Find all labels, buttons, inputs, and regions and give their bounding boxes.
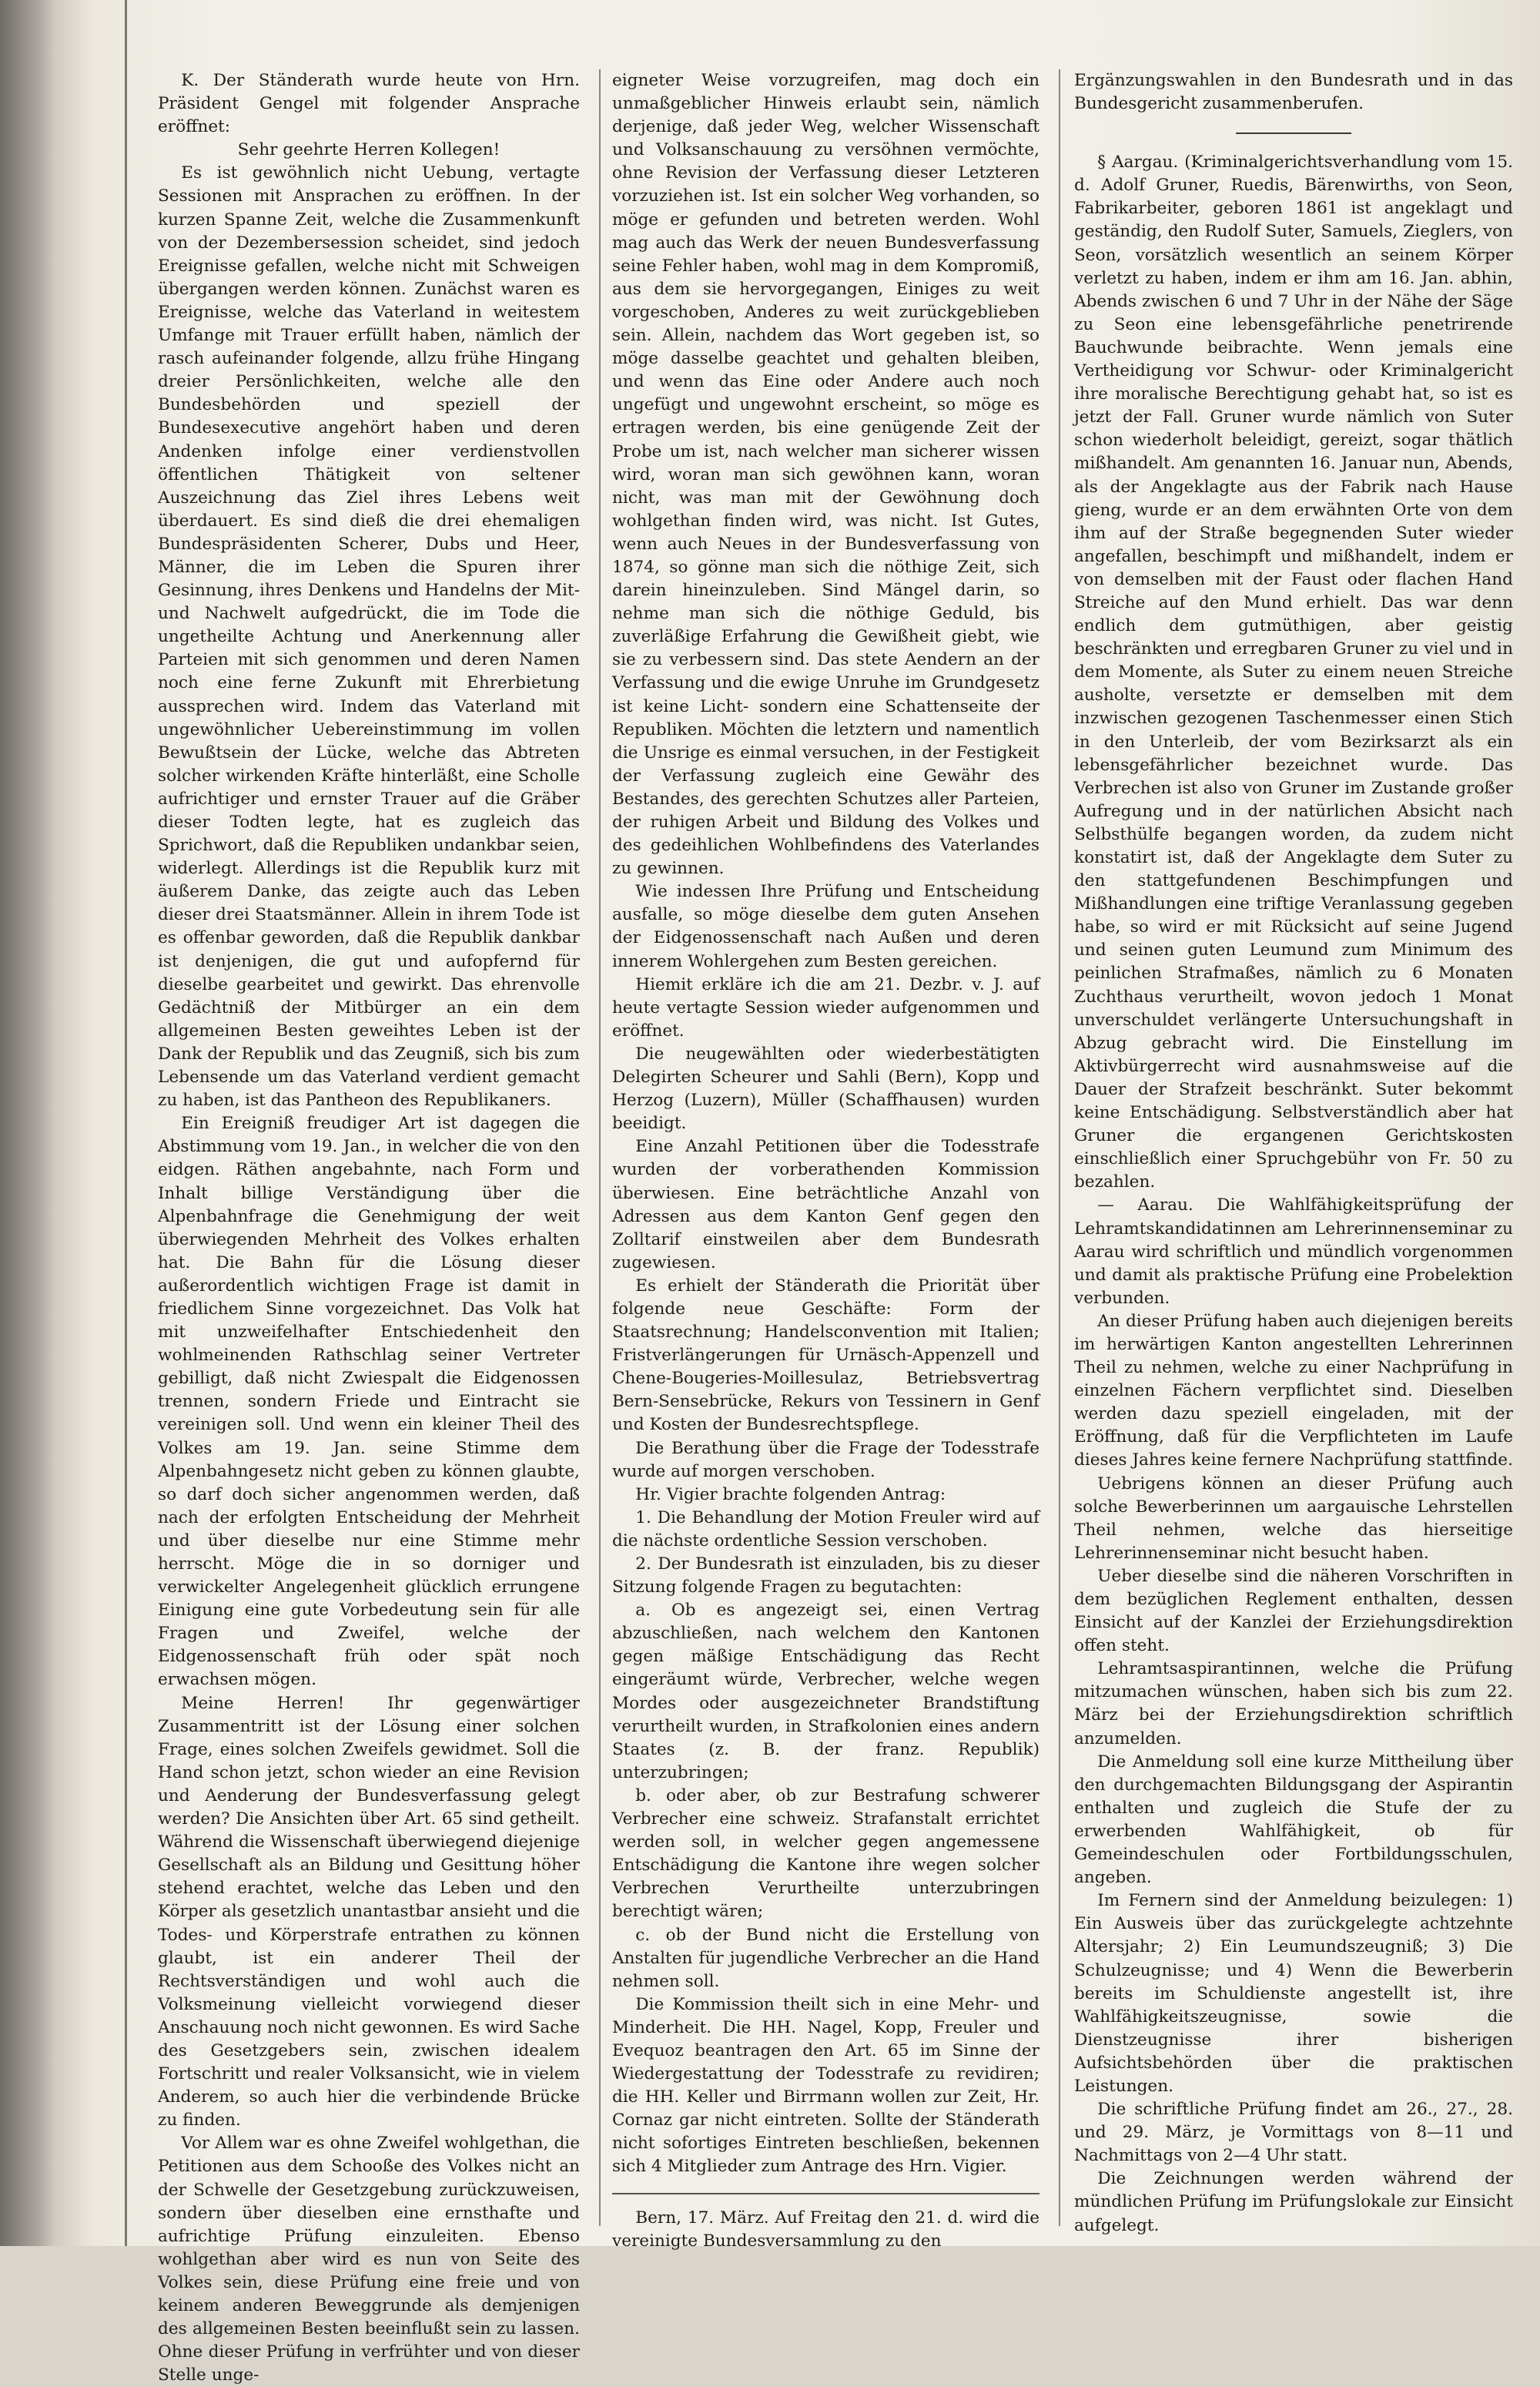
binding-edge-line xyxy=(125,0,127,2246)
column-middle xyxy=(612,69,1040,2251)
paragraph: Lehramtsaspirantinnen, welche die Prüfung mitzumachen wünschen, haben sich bis zum 22. März bei der Erziehungsdirektion schriftlich anzumelden. xyxy=(1074,1659,1513,1748)
staenderath-intro: K. Der Ständerath wurde heute von Hrn. Präsident Gengel mit folgender Ansprache eröffnet: xyxy=(158,71,580,137)
aargau-court-report: § Aargau. (Kriminalgerichtsverhandlung vom 15. d. Adolf Gruner, Ruedis, Bärenwirths, von Seon, Fabrikarbeiter, geboren 1861 ist angeklagt und geständig, den Rudolf Suter, Samuels, Zieglers, von Seon, vorsätzlich wesentlich an seinem Körper verletzt zu haben, indem er ihm am 16. Jan. abhin, Abends zwischen 6 und 7 Uhr in der Nähe der Säge zu Seon eine lebensgefährliche penetrirende Bauchwunde beibrachte. Wenn jemals eine Vertheidigung vor Schwur- oder Kriminalgericht ihre moralische Berechtigung gehabt hat, so ist es jetzt der Fall. Gruner wurde nämlich von Suter schon wiederholt beleidigt, gereizt, sogar thätlich mißhandelt. Am genannten 16. Januar nun, Abends, als der Angeklagte aus der Fabrik nach Hause gieng, wurde er an dem erwähnten Orte von dem ihm auf der Straße begegnenden Suter wieder angefallen, beschimpft und mißhandelt, indem er von demselben mit der Faust oder flachen Hand Streiche auf den Mund erhielt. Das war denn endlich dem gutmüthigen, aber geistig beschränkten und erregbaren Gruner zu viel und in dem Momente, als Suter zu einem neuen Streiche ausholte, versetzte er demselben mit dem inzwischen gezogenen Taschenmesser einen Stich in den Unterleib, der vom Bezirksarzt als ein lebensgefährlicher bezeichnet wurde. Das Verbrechen ist also von Gruner im Zustande großer Aufregung und in der natürlichen Absicht nach Selbsthülfe begangen worden, da zudem nicht konstatirt ist, daß der Angeklagte dem Suter zu den stattgefundenen Beschimpfungen und Mißhandlungen eine triftige Veranlassung gegeben habe, so wird er mit Rücksicht auf seine Jugend und seinen guten Leumund zum Minimum des peinlichen Strafmaßes, nämlich zu 6 Monaten Zuchthaus verurtheilt, wovon jedoch 1 Monat unverschuldet verlängerte Untersuchungshaft in Abzug gebracht wird. Die Einstellung im Aktivbürgerrecht wird ausnahmsweise auf die Dauer der Strafzeit beschränkt. Suter bekommt keine Entschädigung. Selbstverständlich aber hat Gruner die ergangenen Gerichtskosten einschließlich einer Spruchgebühr von Fr. 50 zu bezahlen. xyxy=(1074,153,1513,1192)
book-binding-shadow xyxy=(0,0,54,2246)
paragraph: Wie indessen Ihre Prüfung und Entscheidung ausfalle, so möge dieselbe dem guten Ansehen der Eidgenossenschaft nach Außen und deren innerem Wohlergehen zum Besten gereichen. xyxy=(612,882,1040,971)
paragraph: Es ist gewöhnlich nicht Uebung, vertagte Sessionen mit Ansprachen zu eröffnen. In der kurzen Spanne Zeit, welche die Zusammenkunft von der Dezembersession scheidet, sind jedoch Ereignisse gefallen, welche nicht mit Schweigen übergangen werden können. Zunächst waren es Ereignisse, welche das Vaterland in weitestem Umfange mit Trauer erfüllt haben, nämlich der rasch aufeinander folgende, allzu frühe Hingang dreier Persönlichkeiten, welche alle den Bundesbehörden und speziell der Bundesexecutive angehört haben und deren Andenken infolge einer verdienstvollen öffentlichen Thätigkeit von seltener Auszeichnung das Ziel ihres Lebens weit überdauert. Es sind dieß die drei ehemaligen Bundespräsidenten Scherer, Dubs und Heer, Männer, die im Leben die Spuren ihrer Gesinnung, ihres Denkens und Handelns der Mit- und Nachwelt aufgedrückt, die im Tode die ungetheilte Achtung und Anerkennung aller Parteien mit sich genommen und deren Namen noch eine ferne Zukunft mit Ehrerbietung aussprechen wird. Indem das Vaterland mit ungewöhnlicher Uebereinstimmung im vollen Bewußtsein der Lücke, welche das Abtreten solcher wirkenden Kräfte hinterläßt, eine Scholle aufrichtiger und ernster Trauer auf die Gräber dieser Todten legte, hat es zugleich das Sprichwort, daß die Republiken undankbar seien, widerlegt. Allerdings ist die Republik kurz mit äußerem Danke, das zeigte auch das Leben dieser drei Staatsmänner. Allein in ihrem Tode ist es offenbar geworden, daß die Republik dankbar ist denjenigen, die gut und aufopfernd für dieselbe gearbeitet und gewirkt. Das ehrenvolle Gedächtniß der Mitbürger an ein dem allgemeinen Besten geweihtes Leben ist der Dank der Republik und das Zeugniß, sich bis zum Lebensende um das Vaterland verdient gemacht zu haben, ist das Pantheon des Republikaners. xyxy=(158,163,580,1111)
aarau-exam-notice: — Aarau. Die Wahlfähigkeitsprüfung der Lehramtskandidatinnen am Lehrerinnenseminar zu Aarau wird schriftlich und mündlich vorgenommen und damit als praktische Prüfung eine Probelektion verbunden. xyxy=(1074,1195,1513,1308)
paragraph: Vor Allem war es ohne Zweifel wohlgethan, die Petitionen aus dem Schooße des Volkes nicht an der Schwelle der Gesetzgebung zurückzuweisen, sondern über dieselben eine ernsthafte und aufrichtige Prüfung einzuleiten. Ebenso wohlgethan aber wird es nun von Seite des Volkes sein, diese Prüfung eine freie und von keinem anderen Beweggrunde als demjenigen des allgemeinen Besten beeinflußt sein zu lassen. Ohne dieser Prüfung in verfrühter und von dieser Stelle unge- xyxy=(158,2134,580,2385)
paragraph: Die Anmeldung soll eine kurze Mittheilung über den durchgemachten Bildungsgang der Aspirantin enthalten und zugleich die Stufe der zu erwerbenden Wahlfähigkeit, ob für Gemeindeschulen oder Fortbildungsschulen, angeben. xyxy=(1074,1752,1513,1888)
paragraph: Die Berathung über die Frage der Todesstrafe wurde auf morgen verschoben. xyxy=(612,1438,1040,1481)
motion-subitem: c. ob der Bund nicht die Erstellung von Anstalten für jugendliche Verbrecher an die Hand nehmen soll. xyxy=(612,1925,1040,1991)
motion-item: 2. Der Bundesrath ist einzuladen, bis zu dieser Sitzung folgende Fragen zu begutachten: xyxy=(612,1554,1040,1597)
page-content xyxy=(158,69,1525,2385)
paragraph: Im Fernern sind der Anmeldung beizulegen: 1) Ein Ausweis über das zurückgelegte achtzehnte Altersjahr; 2) Ein Leumundszeugniß; 3) Die Schulzeugnisse; und 4) Wenn die Bewerberin bereits im Schuldienste angestellt ist, ihre Wahlfähigkeitszeugnisse, sowie die Dienstzeugnisse ihrer bisherigen Aufsichtsbehörden über die praktischen Leistungen. xyxy=(1074,1891,1513,2096)
column-right xyxy=(1074,69,1513,2235)
address-salutation: Sehr geehrte Herren Kollegen! xyxy=(237,140,500,160)
motion-subitem: b. oder aber, ob zur Bestrafung schwerer Verbrecher eine schweiz. Strafanstalt errichtet werden soll, in welcher gegen angemessene Entschädigung die Kantone ihre wegen solcher Verbrechen Verurtheilte unterzubringen berechtigt wären; xyxy=(612,1785,1040,1922)
motion-subitem: a. Ob es angezeigt sei, einen Vertrag abzuschließen, nach welchem den Kantonen gegen mäßige Entschädigung das Recht eingeräumt würde, Verbrecher, welche wegen Mordes oder ausgezeichneter Brandstiftung verurtheilt wurden, in Strafkolonien eines andern Staates (z. B. der franz. Republik) unterzubringen; xyxy=(612,1601,1040,1782)
column-rule-left xyxy=(599,69,601,2226)
column-rule-right xyxy=(1059,69,1060,2226)
motion-item: 1. Die Behandlung der Motion Freuler wird auf die nächste ordentliche Session verschoben. xyxy=(612,1507,1040,1551)
paragraph: Ueber dieselbe sind die näheren Vorschriften in dem bezüglichen Reglement enthalten, dessen Einsicht auf der Kanzlei der Erziehungsdirektion offen steht. xyxy=(1074,1566,1513,1656)
paragraph: Die Zeichnungen werden während der mündlichen Prüfung im Prüfungslokale zur Einsicht aufgelegt. xyxy=(1074,2169,1513,2235)
section-divider xyxy=(1236,132,1351,134)
paragraph: Eine Anzahl Petitionen über die Todesstrafe wurden der vorberathenden Kommission überwiesen. Eine beträchtliche Anzahl von Adressen aus dem Kanton Genf gegen den Zolltarif einstweilen aber dem Bundesrath zugewiesen. xyxy=(612,1137,1040,1272)
paragraph: Es erhielt der Ständerath die Priorität über folgende neue Geschäfte: Form der Staatsrechnung; Handelsconvention mit Italien; Fristverlängerungen für Urnäsch-Appenzell und Chene-Bougeries-Moillesulaz, Betriebsvertrag Bern-Sensebrücke, Rekurs von Tessinern in Genf und Kosten der Bundesrechtspflege. xyxy=(612,1276,1040,1435)
paragraph: Uebrigens können an dieser Prüfung auch solche Bewerberinnen um aargauische Lehrstellen Theil nehmen, welche das hierseitige Lehrerinnenseminar nicht besucht haben. xyxy=(1074,1473,1513,1563)
paragraph: Hr. Vigier brachte folgenden Antrag: xyxy=(635,1484,946,1504)
paragraph: Ein Ereigniß freudiger Art ist dagegen die Abstimmung vom 19. Jan., in welcher die von den eidgen. Räthen angebahnte, nach Form und Inhalt billige Verständigung über die Alpenbahnfrage die Genehmigung der weit überwiegenden Mehrheit des Volkes erhalten hat. Die Bahn für die Lösung dieser außerordentlich wichtigen Frage ist damit in friedlichem Sinne vorgezeichnet. Das Volk hat mit unzweifelhafter Entschiedenheit den wohlmeinenden Rathschlag seiner Vertreter gebilligt, daß nicht Zwiespalt die Eidgenossen trennen, sondern Friede und Eintracht sie vereinigen soll. Und wenn ein kleiner Theil des Volkes am 19. Jan. seine Stimme dem Alpenbahngesetz nicht geben zu können glaubte, so darf doch sicher angenommen werden, daß nach der erfolgten Entscheidung der Mehrheit und über dieselbe nur eine Stimme mehr herrscht. Möge die in so dorniger und verwickelter Angelegenheit glücklich errungene Einigung eine gute Vorbedeutung sein für alle Fragen und Zweifel, welche der Eidgenossenschaft früh oder spät noch erwachsen mögen. xyxy=(158,1114,580,1690)
paragraph: Meine Herren! Ihr gegenwärtiger Zusammentritt ist der Lösung einer solchen Frage, eines solchen Zweifels gewidmet. Soll die Hand schon jetzt, schon wieder an eine Revision und Aenderung der Bundesverfassung gelegt werden? Die Ansichten über Art. 65 sind getheilt. Während die Wissenschaft überwiegend diejenige Gesellschaft als an Bildung und Gesittung höher stehend erachtet, welche das Leben und den Körper als gesetzlich unantastbar ansieht und die Todes- und Körperstrafe entrathen zu können glaubt, ist ein anderer Theil der Rechtsverständigen und wohl auch die Volksmeinung vielleicht vorwiegend dieser Anschauung noch nicht gewonnen. Es wird Sache des Gesetzgebers sein, zwischen idealem Fortschritt und realer Volksansicht, wie in vielem Anderem, so auch hier die verbindende Brücke zu finden. xyxy=(158,1693,580,2131)
paragraph: eigneter Weise vorzugreifen, mag doch ein unmaßgeblicher Hinweis erlaubt sein, nämlich derjenige, daß jeder Weg, welcher Wissenschaft und Volksanschauung zu versöhnen vermöchte, ohne Revision der Verfassung dieser Letzteren vorzuziehen ist. Ist ein solcher Weg vorhanden, so möge er gefunden und betreten werden. Wohl mag auch das Werk der neuen Bundesverfassung seine Fehler haben, wohl mag in dem Kompromiß, aus dem sie hervorgegangen, Einiges zu weit vorgeschoben, Anderes zu weit zurückgeblieben sein. Allein, nachdem das Wort gegeben ist, so möge dasselbe geachtet und gehalten bleiben, und wenn das Eine oder Andere auch noch ungefügt und ungewohnt erscheint, so möge es ertragen werden, bis eine genügende Zeit der Probe um ist, nach welcher man sicherer wissen wird, woran man sich gewöhnen kann, woran nicht, was man mit der Gewöhnung doch wohlgethan finden wird, was nicht. Ist Gutes, wenn auch Neues in der Bundesverfassung von 1874, so gönne man sich die nöthige Zeit, sich darein hineinzuleben. Sind Mängel darin, so nehme man sich die nöthige Geduld, bis zuverläßige Erfahrung die Gewißheit giebt, wie sie zu verbessern sind. Das stete Aendern an der Verfassung und die ewige Unruhe im Grundgesetz ist keine Licht- sondern eine Schattenseite der Republiken. Möchten die letztern und namentlich die Unsrige es einmal versuchen, in der Festigkeit der Verfassung zugleich eine Gewähr des Bestandes, des gerechten Schutzes aller Parteien, der ruhigen Arbeit und Bildung des Volkes und des gedeihlichen Wohlbefindens des Vaterlandes zu gewinnen. xyxy=(612,71,1040,879)
paragraph: Die neugewählten oder wiederbestätigten Delegirten Scheurer und Sahli (Bern), Kopp und Herzog (Luzern), Müller (Schaffhausen) wurden beeidigt. xyxy=(612,1044,1040,1134)
paragraph: Die schriftliche Prüfung findet am 26., 27., 28. und 29. März, je Vormittags von 8—11 und Nachmittags von 2—4 Uhr statt. xyxy=(1074,2100,1513,2166)
section-divider xyxy=(612,2193,1040,2194)
paragraph: Ergänzungswahlen in den Bundesrath und in das Bundesgericht zusammenberufen. xyxy=(1074,71,1513,114)
paragraph: Die Kommission theilt sich in eine Mehr- und Minderheit. Die HH. Nagel, Kopp, Freuler und Evequoz beantragen den Art. 65 im Sinne der Wiedergestattung der Todesstrafe zu revidiren; die HH. Keller und Birrmann wollen zur Zeit, Hr. Cornaz gar nicht eintreten. Sollte der Ständerath nicht sofortiges Eintreten beschließen, bekennen sich 4 Mitglieder zum Antrage des Hrn. Vigier. xyxy=(612,1994,1040,2177)
bern-dispatch: Bern, 17. März. Auf Freitag den 21. d. wird die vereinigte Bundesversammlung zu den xyxy=(612,2208,1040,2251)
paragraph: Hiemit erkläre ich die am 21. Dezbr. v. J. auf heute vertagte Session wieder aufgenommen und eröffnet. xyxy=(612,974,1040,1041)
column-left xyxy=(158,69,580,2385)
paragraph: An dieser Prüfung haben auch diejenigen bereits im herwärtigen Kanton angestellten Lehrerinnen Theil zu nehmen, welche zu einer Nachprüfung in einzelnen Fächern verpflichtet sind. Dieselben werden dazu speziell eingeladen, mit der Eröffnung, daß für die Verpflichteten im Laufe dieses Jahres keine fernere Nachprüfung stattfinde. xyxy=(1074,1311,1513,1470)
